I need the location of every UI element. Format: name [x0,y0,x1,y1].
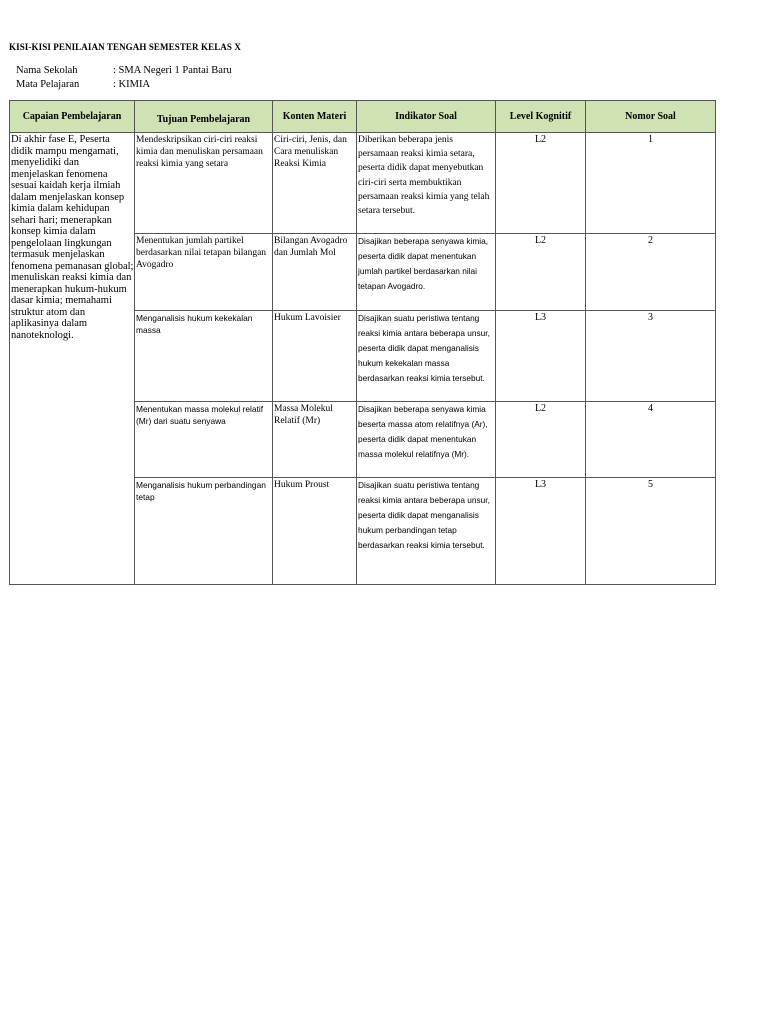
tujuan-cell: Menentukan jumlah partikel berdasarkan nilai tetapan bilangan Avogadro [135,234,273,311]
header-level: Level Kognitif [496,101,586,133]
level-cell: L2 [496,133,586,234]
indikator-cell: Diberikan beberapa jenis persamaan reaksi kimia setara, peserta didik dapat menyebutkan ciri-ciri serta membuktikan persamaan reaksi kimia yang telah setara tersebut. [357,133,496,234]
meta-value-school: : SMA Negeri 1 Pantai Baru [113,65,232,76]
document-meta [16,64,232,92]
capaian-cell: Di akhir fase E, Peserta didik mampu mengamati, menyelidiki dan menjelaskan fenomena sesuai kaidah kerja ilmiah dalam menjelaskan konsep kimia dalam kehidupan sehari hari; menerapkan konsep kimia dalam pengelolaan lingkungan termasuk menjelaskan fenomena pemanasan global; menuliskan reaksi kimia dan menerapkan hukum-hukum dasar kimia; memahami struktur atom dan aplikasinya dalam nanoteknologi. [10,133,135,585]
meta-label-school: Nama Sekolah [16,65,78,76]
meta-row-subject [16,78,232,92]
konten-cell: Massa Molekul Relatif (Mr) [273,402,357,478]
meta-value-subject: : KIMIA [113,79,151,90]
kisi-kisi-table [9,100,716,585]
level-cell: L3 [496,311,586,402]
tujuan-cell: Menentukan massa molekul relatif (Mr) dari suatu senyawa [135,402,273,478]
meta-label-subject: Mata Pelajaran [16,79,80,90]
indikator-cell: Disajikan suatu peristiwa tentang reaksi kimia antara beberapa unsur, peserta didik dapat menganalisis hukum perbandingan tetap berdasarkan reaksi kimia tersebut. [357,478,496,585]
header-tujuan: Tujuan Pembelajaran [135,101,273,133]
tujuan-cell: Menganalisis hukum perbandingan tetap [135,478,273,585]
nomor-cell: 1 [586,133,716,234]
tujuan-cell: Mendeskripsikan ciri-ciri reaksi kimia dan menuliskan persamaan reaksi kimia yang setara [135,133,273,234]
table-header-row [10,101,716,133]
header-indikator: Indikator Soal [357,101,496,133]
table-row [10,133,716,234]
tujuan-cell: Menganalisis hukum kekekalan massa [135,311,273,402]
nomor-cell: 4 [586,402,716,478]
indikator-cell: Disajikan beberapa senyawa kimia, peserta didik dapat menentukan jumlah partikel berdasarkan nilai tetapan Avogadro. [357,234,496,311]
document-title: KISI-KISI PENILAIAN TENGAH SEMESTER KELAS X [9,42,241,52]
nomor-cell: 2 [586,234,716,311]
konten-cell: Ciri-ciri, Jenis, dan Cara menuliskan Reaksi Kimia [273,133,357,234]
level-cell: L2 [496,402,586,478]
header-nomor: Nomor Soal [586,101,716,133]
indikator-cell: Disajikan beberapa senyawa kimia beserta massa atom relatifnya (Ar), peserta didik dapat menentukan massa molekul relatifnya (Mr). [357,402,496,478]
nomor-cell: 5 [586,478,716,585]
indikator-cell: Disajikan suatu peristiwa tentang reaksi kimia antara beberapa unsur, peserta didik dapat menganalisis hukum kekekalan massa berdasarkan reaksi kimia tersebut. [357,311,496,402]
konten-cell: Hukum Proust [273,478,357,585]
konten-cell: Hukum Lavoisier [273,311,357,402]
konten-cell: Bilangan Avogadro dan Jumlah Mol [273,234,357,311]
level-cell: L2 [496,234,586,311]
level-cell: L3 [496,478,586,585]
header-konten: Konten Materi [273,101,357,133]
nomor-cell: 3 [586,311,716,402]
header-capaian: Capaian Pembelajaran [10,101,135,133]
meta-row-school [16,64,232,78]
